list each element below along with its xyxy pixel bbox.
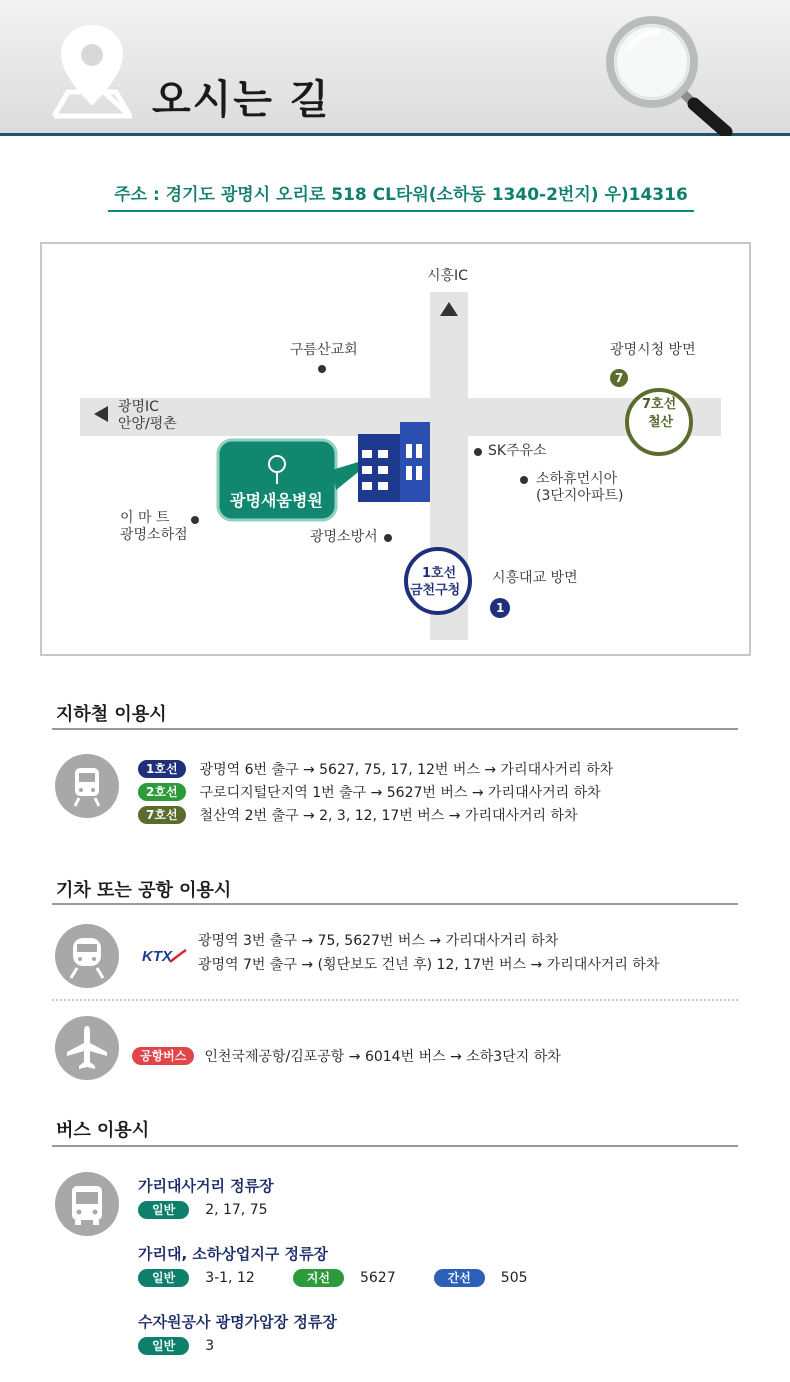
label-humansia: 소하휴먼시아	[536, 471, 618, 487]
label-cityhall: 광명시청 방면	[610, 342, 696, 358]
page-header	[0, 0, 790, 136]
general-bus-badge: 일반	[138, 1201, 189, 1219]
line1-badge: 1호선	[138, 760, 186, 778]
train-row	[198, 953, 659, 975]
train-row	[198, 929, 558, 951]
subway-row-line2	[138, 781, 601, 803]
bus-route-numbers: 5627	[359, 1270, 396, 1286]
line7-badge: 7호선	[138, 806, 186, 824]
bus-route-row	[138, 1335, 252, 1357]
label-humansia-apt: (3단지아파트)	[536, 488, 624, 504]
general-bus-badge: 일반	[138, 1269, 189, 1287]
subway-divider	[52, 728, 738, 730]
subway-row-line1	[138, 758, 613, 780]
subway-section-title: 지하철 이용시	[56, 704, 167, 725]
airport-bus-badge: 공항버스	[132, 1047, 194, 1065]
subway-row-line7	[138, 804, 578, 826]
feeder-bus-badge: 지선	[293, 1269, 344, 1287]
label-line7-station: 7호선	[642, 397, 677, 412]
bus-icon	[55, 1172, 119, 1236]
bus-route-row	[138, 1267, 566, 1289]
label-fire-station: 광명소방서	[310, 529, 378, 545]
subway-row-text: 구로디지털단지역 1번 출구 → 5627번 버스 → 가리대사거리 하차	[199, 785, 601, 801]
label-line7-name: 철산	[648, 415, 674, 430]
bus-stop-name: 수자원공사 광명가압장 정류장	[138, 1313, 337, 1331]
bus-divider	[52, 1145, 738, 1147]
label-anyang: 안양/평촌	[118, 416, 177, 432]
trunk-bus-badge: 간선	[434, 1269, 485, 1287]
bus-route-numbers: 3	[205, 1338, 215, 1354]
page-title: 오시는 길	[152, 77, 331, 123]
train-section-title: 기차 또는 공항 이용시	[56, 880, 232, 901]
train-row-text: 광명역 3번 출구 → 75, 5627번 버스 → 가리대사거리 하차	[198, 933, 559, 949]
label-line1-station: 1호선	[422, 566, 457, 581]
label-church: 구름산교회	[290, 342, 358, 358]
airplane-icon	[55, 1016, 119, 1080]
subway-row-text: 철산역 2번 출구 → 2, 3, 12, 17번 버스 → 가리대사거리 하차	[199, 808, 578, 824]
bus-stop-name: 가리대사거리 정류장	[138, 1177, 274, 1195]
label-emart-branch: 광명소하점	[120, 527, 188, 543]
airport-row	[132, 1045, 561, 1067]
bus-route-numbers: 3-1, 12	[205, 1270, 255, 1286]
location-map	[40, 242, 751, 656]
label-line7-num: 7	[615, 371, 624, 385]
train-divider	[52, 903, 738, 905]
label-hospital: 광명새움병원	[230, 491, 323, 510]
label-line1-num: 1	[496, 601, 505, 615]
building-icon	[358, 422, 430, 502]
bus-route-numbers: 505	[500, 1270, 528, 1286]
train-row-text: 광명역 7번 출구 → (횡단보도 건넌 후) 12, 17번 버스 → 가리대사거리 하차	[198, 957, 660, 973]
magnifier-icon	[598, 10, 738, 136]
airport-row-text: 인천국제공항/김포공항 → 6014번 버스 → 소하3단지 하차	[204, 1049, 561, 1065]
map-graphics	[42, 244, 753, 658]
location-pin-icon	[52, 20, 132, 120]
svg-text:KTX: KTX	[142, 948, 172, 965]
line2-badge: 2호선	[138, 783, 186, 801]
address-line: 주소 : 경기도 광명시 오리로 518 CL타워(소하동 1340-2번지) 우)14316	[108, 180, 694, 212]
label-line1-name: 금천구청	[410, 583, 461, 598]
label-emart: 이 마 트	[120, 510, 170, 526]
bus-stop-name: 가리대, 소하상업지구 정류장	[138, 1245, 329, 1263]
subway-icon	[55, 754, 119, 818]
bus-route-numbers: 2, 17, 75	[205, 1202, 268, 1218]
bus-route-row	[138, 1199, 306, 1221]
general-bus-badge: 일반	[138, 1337, 189, 1355]
ktx-logo	[140, 946, 188, 966]
label-gwangmyeong-ic: 광명IC	[118, 399, 159, 415]
subway-row-text: 광명역 6번 출구 → 5627, 75, 17, 12번 버스 → 가리대사거리 하차	[199, 762, 614, 778]
airport-divider	[52, 999, 738, 1001]
bus-section-title: 버스 이용시	[56, 1120, 150, 1141]
label-siheung-bridge: 시흥대교 방면	[492, 570, 578, 586]
label-sk-station: SK주유소	[488, 443, 547, 459]
train-icon	[55, 924, 119, 988]
label-siheung-ic: 시흥IC	[427, 268, 468, 284]
